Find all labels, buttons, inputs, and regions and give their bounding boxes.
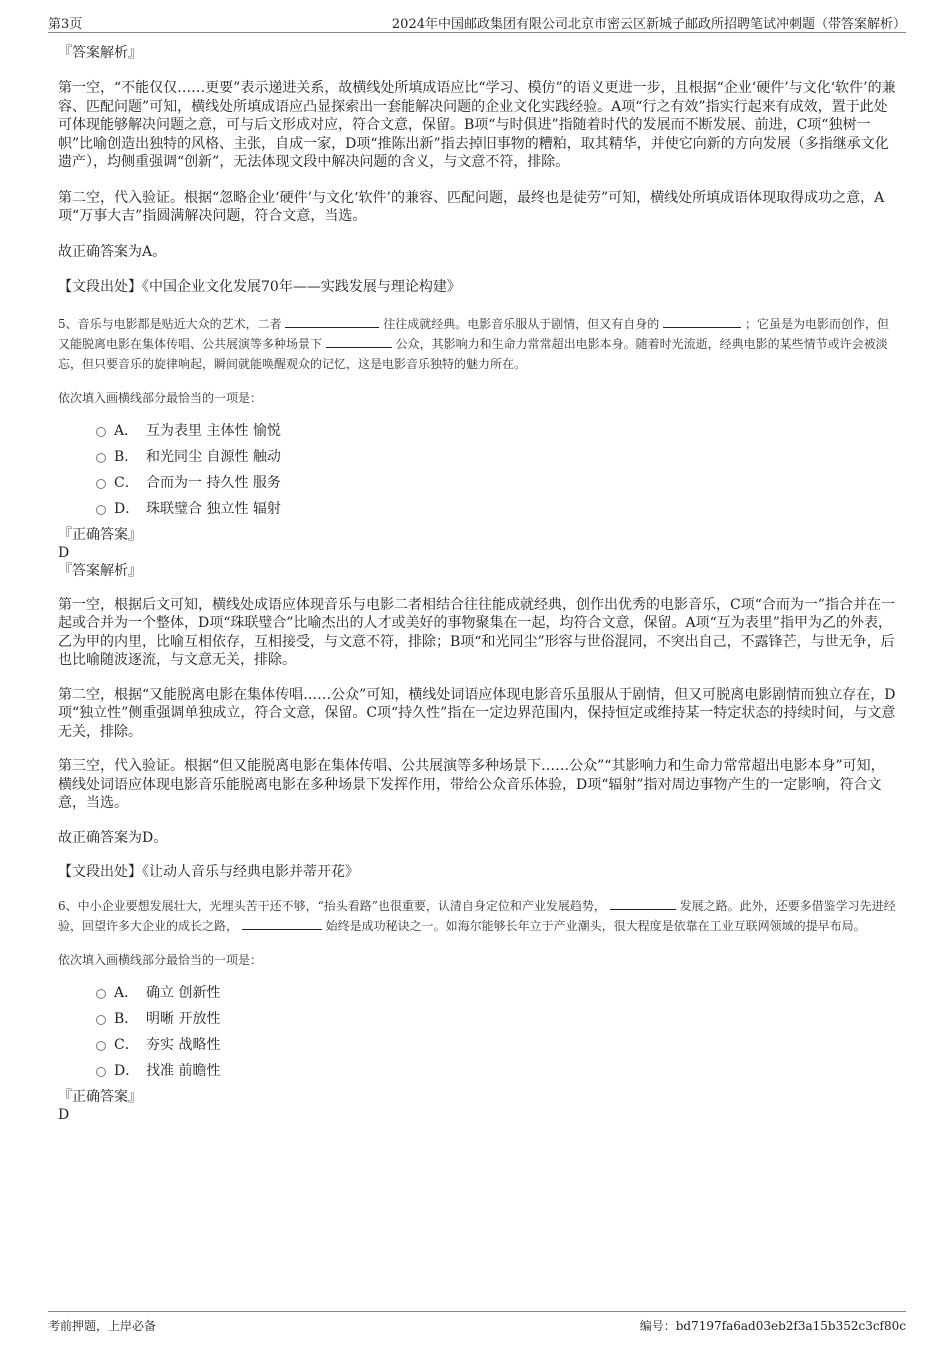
radio-icon[interactable] bbox=[96, 989, 106, 999]
footer-slogan: 考前押题，上岸必备 bbox=[48, 1319, 157, 1333]
option-b[interactable]: B． 和光同尘 自源性 触动 bbox=[58, 448, 896, 474]
answer-label: 『正确答案』 bbox=[58, 526, 142, 543]
fill-blank bbox=[242, 917, 322, 930]
option-list bbox=[58, 422, 896, 526]
analysis-paragraph: 第二空，代入验证。根据“忽略企业‘硬件’与文化‘软件’的兼容、匹配问题，最终也是徒劳”可知，横线处所填成语体现取得成功之意，A项“万事大吉”指圆满解决问题，符合文意，当选。 bbox=[58, 189, 885, 224]
radio-icon[interactable] bbox=[96, 453, 106, 463]
option-a[interactable]: A． 确立 创新性 bbox=[58, 984, 896, 1010]
page-number: 第3页 bbox=[48, 17, 83, 32]
question-stem: 5、音乐与电影都是贴近大众的艺术，二者 往往成就经典。电影音乐服从于剧情，但又有自身的 ；它虽是为电影而创作，但又能脱离电影在集体传唱、公共展演等多种场景下 公众，其影响力和生命力常常超出电影本身。随着时光流逝，经典电影的某些情节或许会被淡忘，但只要音乐的旋律响起，瞬间就能唤醒观众的记忆，这是电影音乐独特的魅力所在。 bbox=[58, 316, 889, 371]
option-d[interactable]: D． 找准 前瞻性 bbox=[58, 1062, 896, 1088]
radio-icon[interactable] bbox=[96, 479, 106, 489]
fill-blank bbox=[285, 315, 379, 328]
document-title: 2024年中国邮政集团有限公司北京市密云区新城子邮政所招聘笔试冲刺题（带答案解析） bbox=[391, 17, 906, 32]
analysis-paragraph: 第一空，根据后文可知，横线处成语应体现音乐与电影二者相结合往往能成就经典，创作出优秀的电影音乐，C项“合而为一”指合并在一起或合并为一个整体，D项“珠联璧合”比喻杰出的人才或美好的事物聚集在一起，均符合文意，保留。A项“互为表里”指甲为乙的外表，乙为甲的内里，比喻互相依存，互相接受，与文意不符，排除；B项“和光同尘”形容与世俗混同，不突出自己，不露锋芒，与世无争，后也比喻随波逐流，与文意无关，排除。 bbox=[58, 596, 896, 668]
analysis-label: 『答案解析』 bbox=[58, 562, 142, 579]
page-header bbox=[48, 10, 906, 33]
option-b[interactable]: B． 明晰 开放性 bbox=[58, 1010, 896, 1036]
source-citation: 【文段出处】《让动人音乐与经典电影并蒂开花》 bbox=[58, 864, 359, 880]
question-prompt: 依次填入画横线部分最恰当的一项是： bbox=[58, 952, 263, 967]
radio-icon[interactable] bbox=[96, 427, 106, 437]
option-list bbox=[58, 984, 896, 1088]
answer-value: D bbox=[58, 1106, 70, 1123]
source-citation: 【文段出处】《中国企业文化发展70年——实践发展与理论构建》 bbox=[58, 279, 461, 295]
fill-blank bbox=[326, 335, 392, 348]
option-d[interactable]: D． 珠联璧合 独立性 辐射 bbox=[58, 500, 896, 526]
option-c[interactable]: C． 夯实 战略性 bbox=[58, 1036, 896, 1062]
conclusion: 故正确答案为A。 bbox=[58, 243, 167, 260]
radio-icon[interactable] bbox=[96, 1041, 106, 1051]
fill-blank bbox=[663, 315, 741, 328]
option-a[interactable]: A． 互为表里 主体性 愉悦 bbox=[58, 422, 896, 448]
page-content bbox=[58, 44, 896, 1124]
radio-icon[interactable] bbox=[96, 1067, 106, 1077]
question-stem: 6、中小企业要想发展壮大，光埋头苦干还不够，“抬头看路”也很重要，认清自身定位和产业发展趋势， 发展之路。此外，还要多借鉴学习先进经验，回望许多大企业的成长之路， 始终是成功秘诀之一。如海尔能够长年立于产业潮头，很大程度是依靠在工业互联网领域的提早布局。 bbox=[58, 898, 896, 933]
analysis-paragraph: 第一空，“不能仅仅……更要”表示递进关系，故横线处所填成语应比“学习、模仿”的语义更进一步，且根据“企业‘硬件’与文化‘软件’的兼容、匹配问题”可知，横线处所填成语应凸显探索出一套能解决问题的企业文化实践经验。A项“行之有效”指实行起来有成效，置于此处可体现能够解决问题之意，可与后文形成对应，符合文意，保留。B项“与时俱进”指随着时代的发展而不断发展、前进，C项“独树一帜”比喻创造出独特的风格、主张，自成一家，D项“推陈出新”指去掉旧事物的糟粕，取其精华，并使它向新的方向发展（多指继承文化遗产），均侧重强调“创新”，无法体现文段中解决问题的含义，与文意不符，排除。 bbox=[58, 80, 896, 170]
conclusion: 故正确答案为D。 bbox=[58, 829, 168, 846]
answer-value: D bbox=[58, 544, 70, 561]
page-footer bbox=[48, 1311, 906, 1332]
analysis-label: 『答案解析』 bbox=[58, 45, 142, 61]
radio-icon[interactable] bbox=[96, 1015, 106, 1025]
document-id: 编号：bd7197fa6ad03eb2f3a15b352c3cf80c bbox=[639, 1319, 906, 1333]
question-prompt: 依次填入画横线部分最恰当的一项是： bbox=[58, 390, 263, 405]
analysis-paragraph: 第三空，代入验证。根据“但又能脱离电影在集体传唱、公共展演等多种场景下……公众”“其影响力和生命力常常超出电影本身”可知，横线处词语应体现电影音乐能脱离电影在多种场景下发挥作用，带给公众音乐体验，D项“辐射”指对周边事物产生的一定影响，符合文意，当选。 bbox=[58, 758, 885, 811]
option-c[interactable]: C． 合而为一 持久性 服务 bbox=[58, 474, 896, 500]
radio-icon[interactable] bbox=[96, 505, 106, 515]
analysis-paragraph: 第二空，根据“又能脱离电影在集体传唱……公众”可知，横线处词语应体现电影音乐虽服从于剧情，但又可脱离电影剧情而独立存在，D项“独立性”侧重强调单独成立，符合文意，保留。C项“持久性”指在一定边界范围内，保持恒定或维持某一特定状态的持续时间，与文意无关，排除。 bbox=[58, 686, 896, 740]
answer-label: 『正确答案』 bbox=[58, 1088, 142, 1105]
fill-blank bbox=[610, 897, 676, 910]
